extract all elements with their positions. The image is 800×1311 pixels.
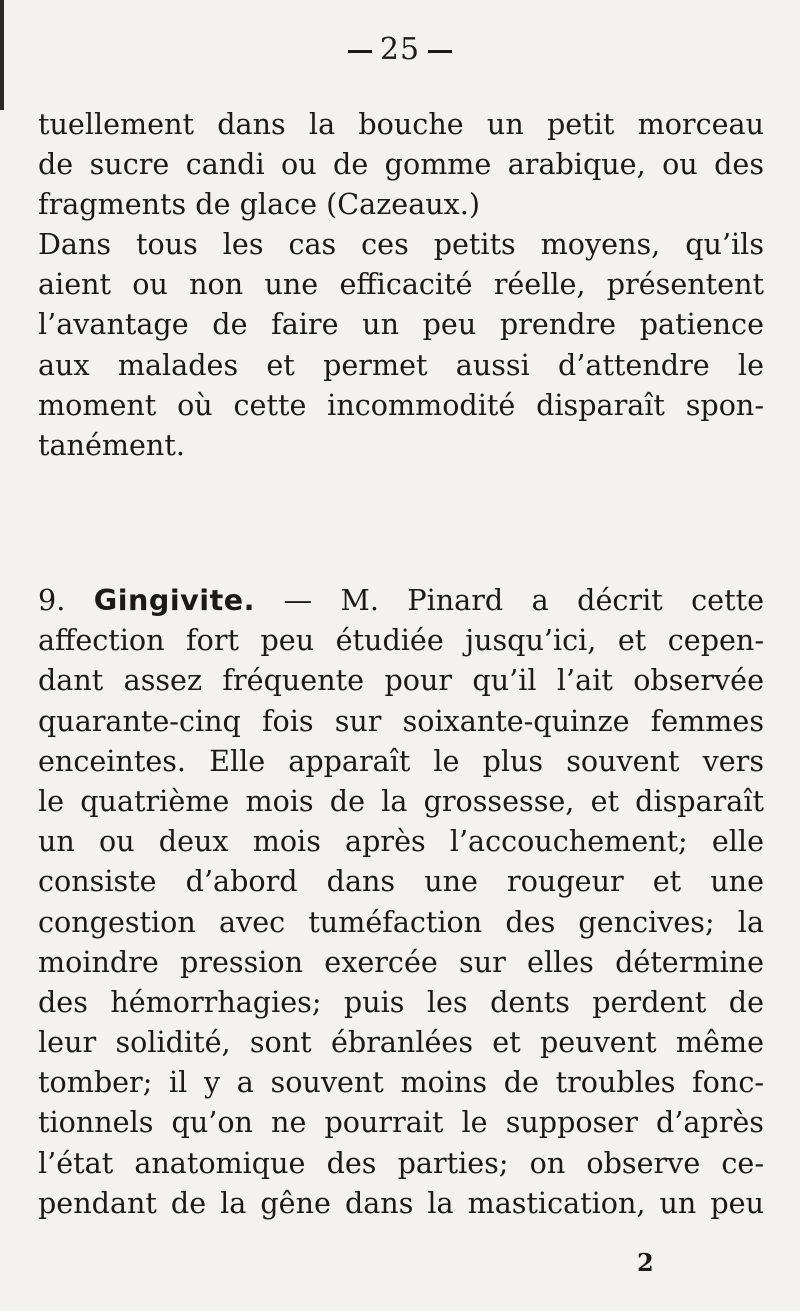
text-line: l’avantage de faire un peu prendre patience <box>38 307 764 342</box>
text-line: affection fort peu étudiée jusqu’ici, et cepen- <box>38 623 764 658</box>
page-number-dash-right <box>428 50 452 53</box>
text-line: leur solidité, sont ébranlées et peuvent même <box>38 1025 764 1060</box>
text-line: tomber; il y a souvent moins de troubles fonc- <box>38 1065 764 1100</box>
paragraph-3-gingivite <box>38 580 764 1223</box>
text-line: l’état anatomique des parties; on observe ce- <box>38 1145 764 1180</box>
text-line: le quatrième mois de la grossesse, et disparaît <box>38 783 764 818</box>
text-line: aient ou non une efficacité réelle, présentent <box>38 267 764 302</box>
text-line: tionnels qu’on ne pourrait le supposer d’après <box>38 1105 764 1140</box>
section-number: 9. <box>38 583 66 617</box>
signature-mark: 2 <box>637 1248 654 1277</box>
page-number-dash-left <box>348 50 372 53</box>
page-number-header <box>0 30 800 70</box>
text-line: pendant de la gêne dans la mastication, un peu <box>38 1185 764 1220</box>
text-line: tuellement dans la bouche un petit morceau <box>38 107 764 141</box>
text-line: de sucre candi ou de gomme arabique, ou des <box>38 147 764 182</box>
section-heading-line <box>38 580 764 620</box>
text-line: aux malades et permet aussi d’attendre le <box>38 347 764 382</box>
text-line: Dans tous les cas ces petits moyens, qu’ils <box>38 227 764 261</box>
text-line: dant assez fréquente pour qu’il l’ait observée <box>38 663 764 698</box>
section-title: Gingivite. <box>93 583 256 617</box>
text-line: des hémorrhagies; puis les dents perdent de <box>38 984 764 1019</box>
paragraph-2 <box>38 224 764 465</box>
text-line: un ou deux mois après l’accouchement; elle <box>38 824 764 859</box>
text-line: consiste d’abord dans une rougeur et une <box>38 864 764 899</box>
text-line: quarante-cinq fois sur soixante-quinze femmes <box>38 703 764 738</box>
text-line: moment où cette incommodité disparaît spon- <box>38 387 764 422</box>
paragraph-1 <box>38 104 764 225</box>
page-number: 25 <box>379 32 421 67</box>
text-line: fragments de glace (Cazeaux.) <box>38 187 481 222</box>
text-line: congestion avec tuméfaction des gencives; la <box>38 904 764 939</box>
text-line: enceintes. Elle apparaît le plus souvent vers <box>38 743 764 778</box>
text-line: moindre pression exercée sur elles détermine <box>38 944 764 979</box>
text-line: tanément. <box>38 427 185 462</box>
section-heading-rest: — M. Pinard a décrit cette <box>283 583 764 617</box>
